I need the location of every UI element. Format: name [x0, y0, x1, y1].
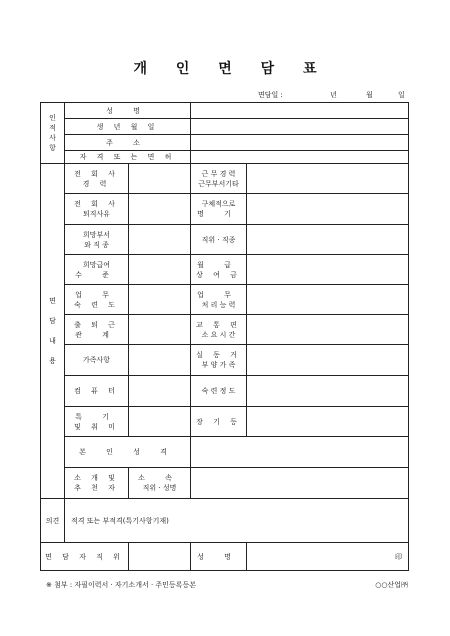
family-label: 가족사항 — [65, 345, 129, 376]
interview-group-label: 면 담 내 용 — [41, 164, 65, 499]
position-job-field[interactable] — [247, 225, 409, 255]
transport-time-label: 교 통 편 소 요 시 간 — [191, 315, 247, 345]
interviewer-position-field[interactable] — [129, 543, 191, 571]
desired-dept-field[interactable] — [129, 225, 191, 255]
attachments-note: ※ 첨부 : 자필이력서 · 자기소개서 · 주민등록등본 — [46, 581, 196, 589]
month-label: 월 — [366, 91, 373, 99]
interview-form-table — [40, 102, 409, 571]
work-proficiency-label: 업 무 숙 련 도 — [65, 285, 129, 315]
personality-label: 본 인 성 격 — [65, 437, 191, 468]
desired-dept-label: 희망부서 와 직 종 — [65, 225, 129, 255]
computer-field[interactable] — [129, 376, 191, 407]
dependents-field[interactable] — [247, 345, 409, 376]
resignation-reason-label: 전 회 사 퇴직사유 — [65, 194, 129, 225]
year-label: 년 — [330, 91, 337, 99]
work-history-label: 근 무 경 력 근무부서기타 — [191, 164, 247, 194]
referrer-label: 소 개 및 추 천 자 — [65, 468, 129, 499]
license-label: 자 격 또 는 면 허 — [65, 151, 191, 164]
hobby-label: 특 기 및 취 미 — [65, 407, 129, 437]
interview-date-label: 면담일 : — [258, 91, 283, 99]
resignation-reason-field[interactable] — [129, 194, 191, 225]
interview-date — [230, 90, 410, 102]
computer-skill-label: 숙 련 정 도 — [191, 376, 247, 407]
personal-info-group-label: 인 적 사 항 — [41, 103, 65, 164]
family-field[interactable] — [129, 345, 191, 376]
talent-label: 장 기 등 — [191, 407, 247, 437]
interviewer-position-label: 면 담 자 직 위 — [41, 543, 129, 571]
day-label: 일 — [398, 91, 405, 99]
hobby-field[interactable] — [129, 407, 191, 437]
specify-field[interactable] — [247, 194, 409, 225]
computer-label: 컴 퓨 터 — [65, 376, 129, 407]
work-ability-label: 업 무 처 리 능 력 — [191, 285, 247, 315]
computer-skill-field[interactable] — [247, 376, 409, 407]
interviewer-name-field[interactable] — [247, 543, 409, 571]
specify-label: 구체적으로 명 기 — [191, 194, 247, 225]
form-title: 개 인 면 담 표 — [133, 61, 329, 77]
prev-company-career-label: 전 회 사 경 력 — [65, 164, 129, 194]
company-name: ○○산업㈜ — [375, 581, 408, 589]
commute-field[interactable] — [129, 315, 191, 345]
opinion-label: 의견 — [41, 499, 65, 543]
referrer-affiliation-label: 소 속 직위 · 성명 — [129, 468, 191, 499]
transport-time-field[interactable] — [247, 315, 409, 345]
personality-field[interactable] — [191, 437, 409, 468]
opinion-field[interactable] — [65, 499, 409, 543]
work-ability-field[interactable] — [247, 285, 409, 315]
opinion-hint: 적격 또는 부적격(특기사항기재) — [71, 516, 169, 525]
address-field[interactable] — [191, 135, 409, 151]
license-field[interactable] — [191, 151, 409, 164]
position-job-label: 직위 · 직종 — [191, 225, 247, 255]
interviewer-name-label: 성 명 — [191, 543, 247, 571]
address-label: 주 소 — [65, 135, 191, 151]
dependents-label: 실 동 거 부 양 가 족 — [191, 345, 247, 376]
salary-bonus-field[interactable] — [247, 255, 409, 285]
birthdate-field[interactable] — [191, 119, 409, 135]
seal-mark: 印 — [395, 552, 402, 561]
name-label: 성 명 — [65, 103, 191, 119]
footer — [40, 580, 408, 592]
birthdate-label: 생 년 월 일 — [65, 119, 191, 135]
salary-bonus-label: 월 급 상 여 금 — [191, 255, 247, 285]
prev-company-career-field[interactable] — [129, 164, 191, 194]
commute-label: 출 퇴 근 관 계 — [65, 315, 129, 345]
referrer-field[interactable] — [191, 468, 409, 499]
desired-salary-field[interactable] — [129, 255, 191, 285]
name-field[interactable] — [191, 103, 409, 119]
work-history-field[interactable] — [247, 164, 409, 194]
desired-salary-label: 희망급여 수 준 — [65, 255, 129, 285]
work-proficiency-field[interactable] — [129, 285, 191, 315]
talent-field[interactable] — [247, 407, 409, 437]
